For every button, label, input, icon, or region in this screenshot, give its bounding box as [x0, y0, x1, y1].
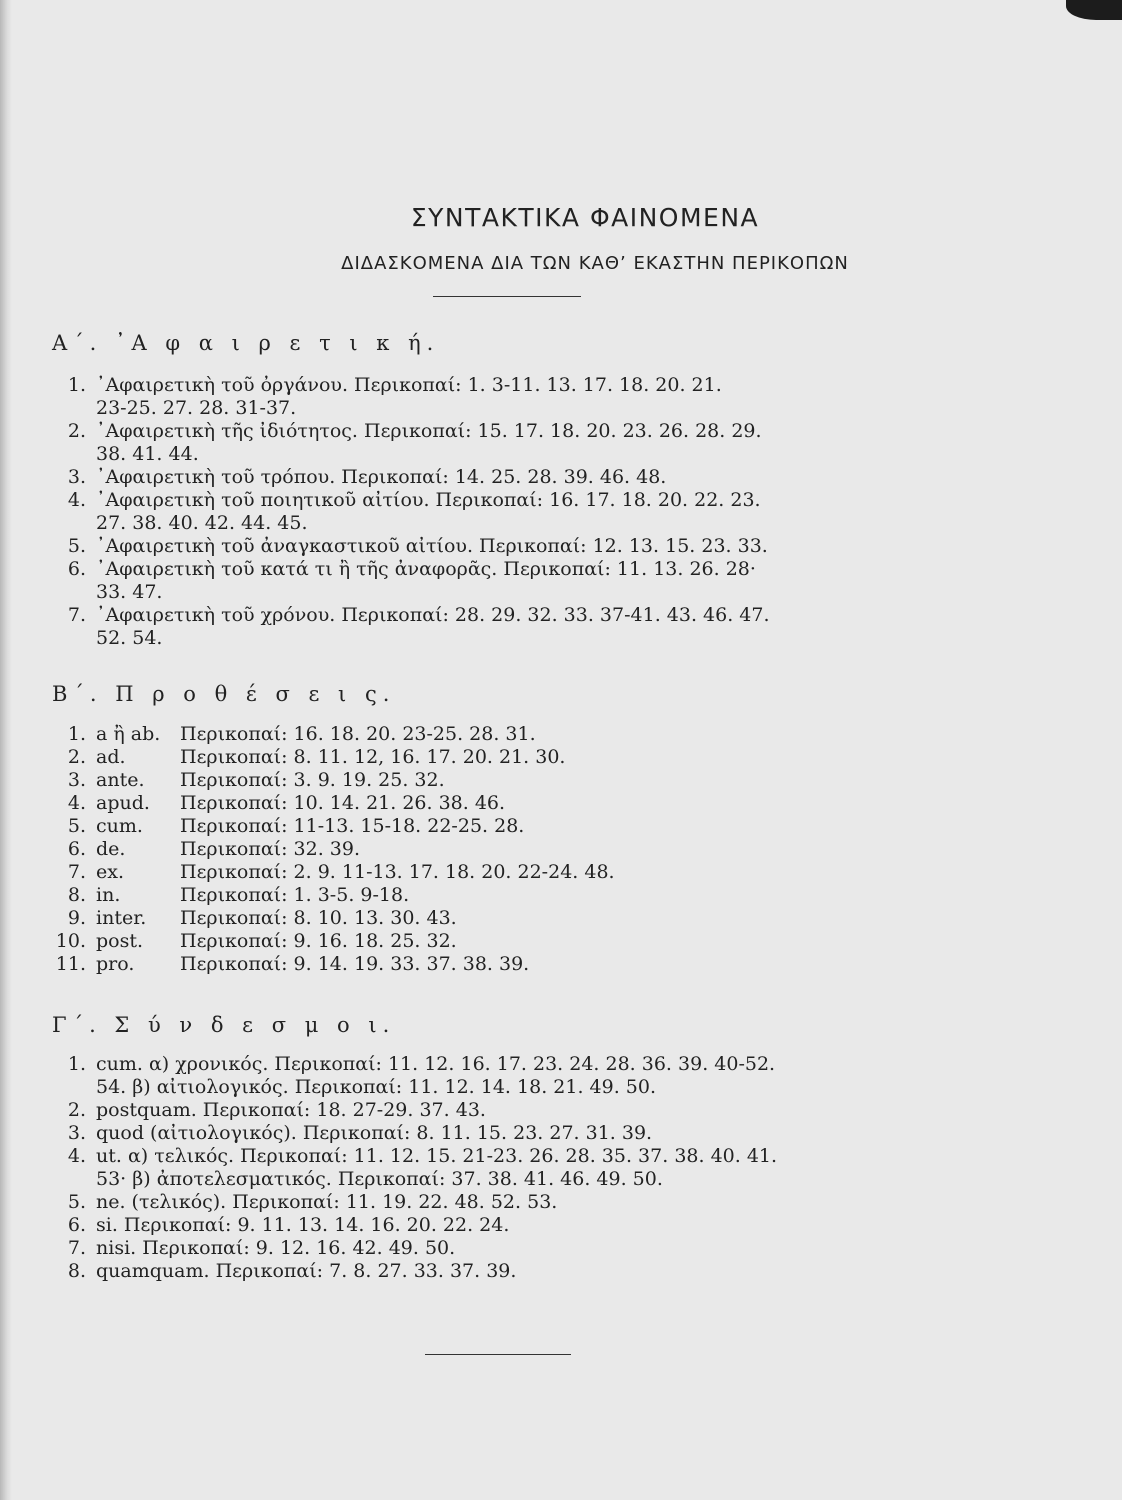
item-number: 4.: [67, 1145, 86, 1167]
item-number: 3.: [67, 466, 86, 488]
item-text: ne. (τελικός). Περικοπαί: 11. 19. 22. 48. 52. 53.: [96, 1191, 558, 1213]
list-item: [52, 907, 952, 930]
preposition-term: pro.: [96, 953, 135, 975]
item-continuation: 27. 38. 40. 42. 44. 45.: [96, 512, 308, 534]
preposition-term: ante.: [96, 769, 145, 791]
item-refs: Περικοπαί: 8. 10. 13. 30. 43.: [180, 907, 457, 929]
item-number: 5.: [67, 535, 86, 557]
item-number: 11.: [55, 953, 86, 975]
item-number: 2.: [67, 420, 86, 442]
list-item: [52, 930, 952, 953]
item-number: 7.: [67, 604, 86, 626]
item-text: ut. α) τελικός. Περικοπαί: 11. 12. 15. 21-23. 26. 28. 35. 37. 38. 40. 41.: [96, 1145, 778, 1167]
item-number: 1.: [67, 374, 86, 396]
item-number: 7.: [67, 861, 86, 883]
item-text: cum. α) χρονικός. Περικοπαί: 11. 12. 16. 17. 23. 24. 28. 36. 39. 40-52.: [96, 1053, 776, 1075]
item-number: 4.: [67, 489, 86, 511]
item-number: 4.: [67, 792, 86, 814]
page-binding-edge: [0, 0, 12, 1500]
item-continuation: 53· β) ἀποτελεσματικός. Περικοπαί: 37. 38. 41. 46. 49. 50.: [96, 1168, 663, 1190]
item-text: ᾿Αφαιρετικὴ τοῦ κατά τι ἢ τῆς ἀναφορᾶς. Περικοπαί: 11. 13. 26. 28·: [96, 558, 756, 580]
item-refs: Περικοπαί: 2. 9. 11-13. 17. 18. 20. 22-24. 48.: [180, 861, 615, 883]
item-number: 5.: [67, 1191, 86, 1213]
preposition-term: in.: [96, 884, 121, 906]
item-number: 6.: [67, 838, 86, 860]
list-item: [52, 604, 952, 650]
item-number: 3.: [67, 769, 86, 791]
preposition-term: ad.: [96, 746, 126, 768]
item-continuation: 33. 47.: [96, 581, 163, 603]
list-item: [52, 1053, 952, 1099]
list-item: [52, 535, 952, 558]
item-refs: Περικοπαί: 1. 3-5. 9-18.: [180, 884, 410, 906]
preposition-term: cum.: [96, 815, 143, 837]
list-item: [52, 1145, 952, 1191]
item-continuation: 54. β) αἰτιολογικός. Περικοπαί: 11. 12. 14. 18. 21. 49. 50.: [96, 1076, 656, 1098]
item-text: ᾿Αφαιρετικὴ τοῦ ποιητικοῦ αἰτίου. Περικοπαί: 16. 17. 18. 20. 22. 23.: [96, 489, 761, 511]
list-item: [52, 1122, 952, 1145]
item-continuation: 23-25. 27. 28. 31-37.: [96, 397, 297, 419]
item-refs: Περικοπαί: 9. 14. 19. 33. 37. 38. 39.: [180, 953, 530, 975]
item-number: 8.: [67, 884, 86, 906]
item-refs: Περικοπαί: 10. 14. 21. 26. 38. 46.: [180, 792, 506, 814]
list-item: [52, 884, 952, 907]
item-continuation: 52. 54.: [96, 627, 163, 649]
list-item: [52, 723, 952, 746]
item-number: 6.: [67, 558, 86, 580]
item-text: ᾿Αφαιρετικὴ τοῦ τρόπου. Περικοπαί: 14. 25. 28. 39. 46. 48.: [96, 466, 667, 488]
item-number: 3.: [67, 1122, 86, 1144]
item-number: 8.: [67, 1260, 86, 1282]
list-item: [52, 1237, 952, 1260]
item-number: 1.: [67, 723, 86, 745]
preposition-term: inter.: [96, 907, 147, 929]
list-item: [52, 1214, 952, 1237]
item-number: 5.: [67, 815, 86, 837]
list-item: [52, 838, 952, 861]
item-refs: Περικοπαί: 3. 9. 19. 25. 32.: [180, 769, 445, 791]
item-number: 7.: [67, 1237, 86, 1259]
bottom-divider: [425, 1354, 571, 1355]
item-text: quamquam. Περικοπαί: 7. 8. 27. 33. 37. 39.: [96, 1260, 517, 1282]
item-text: ᾿Αφαιρετικὴ τοῦ χρόνου. Περικοπαί: 28. 29. 32. 33. 37-41. 43. 46. 47.: [96, 604, 770, 626]
item-continuation: 38. 41. 44.: [96, 443, 199, 465]
preposition-term: de.: [96, 838, 126, 860]
item-refs: Περικοπαί: 16. 18. 20. 23-25. 28. 31.: [180, 723, 536, 745]
item-text: ᾿Αφαιρετικὴ τοῦ ὀργάνου. Περικοπαί: 1. 3-11. 13. 17. 18. 20. 21.: [96, 374, 722, 396]
item-text: nisi. Περικοπαί: 9. 12. 16. 42. 49. 50.: [96, 1237, 456, 1259]
section-b-heading: Β΄. Π ρ ο θ έ σ ε ι ς.: [52, 682, 396, 706]
item-text: ᾿Αφαιρετικὴ τοῦ ἀναγκαστικοῦ αἰτίου. Περικοπαί: 12. 13. 15. 23. 33.: [96, 535, 768, 557]
item-number: 10.: [55, 930, 86, 952]
list-item: [52, 769, 952, 792]
list-item: [52, 815, 952, 838]
list-item: [52, 466, 952, 489]
title-divider: [433, 296, 581, 297]
item-number: 9.: [67, 907, 86, 929]
item-refs: Περικοπαί: 11-13. 15-18. 22-25. 28.: [180, 815, 525, 837]
item-refs: Περικοπαί: 9. 16. 18. 25. 32.: [180, 930, 457, 952]
preposition-term: post.: [96, 930, 144, 952]
list-item: [52, 746, 952, 769]
preposition-term: ex.: [96, 861, 124, 883]
item-text: postquam. Περικοπαί: 18. 27-29. 37. 43.: [96, 1099, 486, 1121]
preposition-term: a ἢ ab.: [96, 723, 161, 745]
list-item: [52, 953, 952, 976]
list-item: [52, 861, 952, 884]
corner-ink-mark: [1066, 0, 1122, 20]
list-item: [52, 1191, 952, 1214]
item-number: 6.: [67, 1214, 86, 1236]
item-number: 2.: [67, 1099, 86, 1121]
item-refs: Περικοπαί: 8. 11. 12, 16. 17. 20. 21. 30.: [180, 746, 566, 768]
list-item: [52, 1260, 952, 1283]
item-text: quod (αἰτιολογικός). Περικοπαί: 8. 11. 15. 23. 27. 31. 39.: [96, 1122, 653, 1144]
section-a-heading: Α΄. ᾿Α φ α ι ρ ε τ ι κ ή.: [52, 331, 440, 355]
list-item: [52, 792, 952, 815]
item-refs: Περικοπαί: 32. 39.: [180, 838, 361, 860]
list-item: [52, 489, 952, 535]
section-c-heading: Γ΄. Σ ύ ν δ ε σ μ ο ι.: [52, 1013, 396, 1037]
item-number: 1.: [67, 1053, 86, 1075]
page-title: ΣΥΝΤΑΚΤΙΚΑ ΦΑΙΝΟΜΕΝΑ: [410, 203, 760, 232]
list-item: [52, 558, 952, 604]
list-item: [52, 1099, 952, 1122]
item-number: 2.: [67, 746, 86, 768]
preposition-term: apud.: [96, 792, 150, 814]
page-subtitle: ΔΙΔΑΣΚΟΜΕΝΑ ΔΙΑ ΤΩΝ ΚΑΘ’ ΕΚΑΣΤΗΝ ΠΕΡΙΚΟΠΩΝ: [341, 253, 849, 274]
list-item: [52, 374, 952, 420]
list-item: [52, 420, 952, 466]
item-text: ᾿Αφαιρετικὴ τῆς ἰδιότητος. Περικοπαί: 15. 17. 18. 20. 23. 26. 28. 29.: [96, 420, 762, 442]
item-text: si. Περικοπαί: 9. 11. 13. 14. 16. 20. 22. 24.: [96, 1214, 510, 1236]
